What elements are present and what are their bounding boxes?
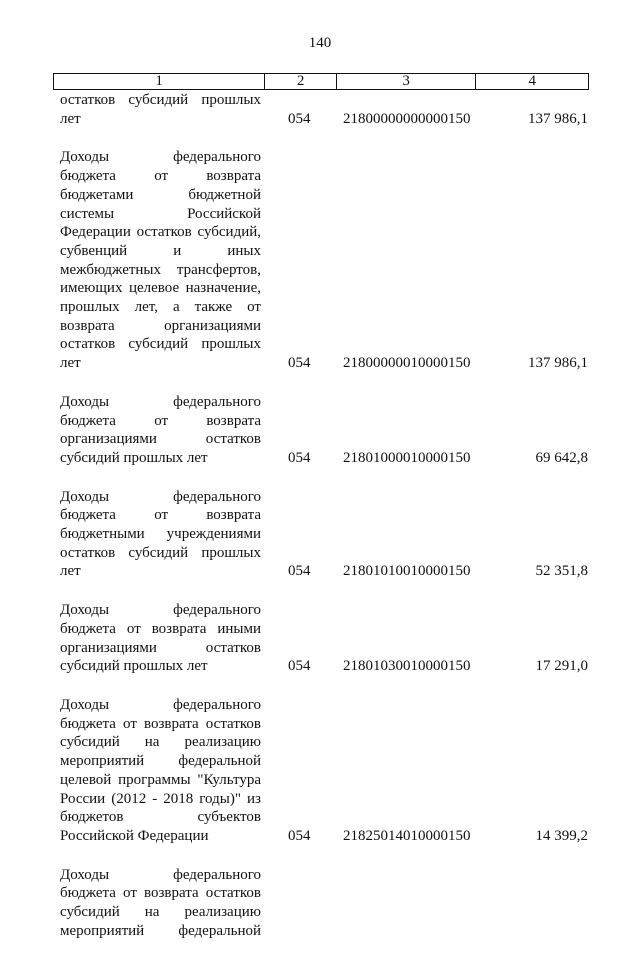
description-line: субсидий прошлых лет [60, 658, 208, 675]
chapter-code: 054 [288, 449, 311, 466]
budget-classification-code: 21801000010000150 [343, 449, 471, 466]
description-line: имеющих целевое назначение, [60, 280, 261, 297]
description-line: бюджета от возврата [60, 168, 261, 185]
table-body [0, 90, 640, 960]
table-column-header-row [53, 73, 589, 90]
budget-classification-code: 21825014010000150 [343, 827, 471, 844]
description-line: мероприятий федеральной [60, 753, 261, 770]
description-line: целевой программы "Культура [60, 771, 261, 788]
description-line: бюджетами бюджетной [60, 186, 261, 203]
table-row [0, 91, 640, 128]
description-line: субсидий на реализацию [60, 734, 261, 751]
description-line: Доходы федерального [60, 696, 261, 713]
table-row [0, 696, 640, 846]
description-line: остатков субсидий прошлых [60, 336, 261, 353]
row-description [60, 601, 261, 676]
row-description [60, 696, 261, 846]
row-description [60, 148, 261, 372]
description-line: Доходы федерального [60, 602, 261, 619]
table-row [0, 601, 640, 676]
table-row [0, 866, 640, 941]
description-line: бюджета от возврата [60, 412, 261, 429]
description-line: мероприятий федеральной [60, 922, 261, 939]
description-line: организациями остатков [60, 639, 261, 656]
description-line: России (2012 - 2018 годы)" из [60, 790, 261, 807]
column-header-4: 4 [475, 74, 588, 89]
description-line: возврата организациями [60, 317, 261, 334]
description-line: Федерации остатков субсидий, [60, 224, 261, 241]
description-line: системы Российской [60, 205, 261, 222]
description-line: бюджета от возврата остатков [60, 885, 261, 902]
description-line: бюджета от возврата [60, 507, 261, 524]
chapter-code: 054 [288, 110, 311, 127]
description-line: лет [60, 563, 81, 580]
column-header-1: 1 [155, 73, 163, 89]
description-line: организациями остатков [60, 431, 261, 448]
budget-classification-code: 21801030010000150 [343, 658, 471, 675]
column-header-3: 3 [336, 74, 475, 89]
description-line: Доходы федерального [60, 393, 261, 410]
chapter-code: 054 [288, 355, 311, 372]
budget-classification-code: 21801010010000150 [343, 563, 471, 580]
description-line: бюджета от возврата остатков [60, 715, 261, 732]
column-header-2: 2 [264, 74, 336, 89]
table-row [0, 393, 640, 468]
row-description [60, 866, 261, 941]
description-line: Доходы федерального [60, 488, 261, 505]
description-line: субсидий прошлых лет [60, 449, 208, 466]
budget-classification-code: 21800000000000150 [343, 110, 471, 127]
chapter-code: 054 [288, 658, 311, 675]
description-line: бюджетными учреждениями [60, 526, 261, 543]
description-line: Доходы федерального [60, 149, 261, 166]
chapter-code: 054 [288, 563, 311, 580]
description-line: субвенций и иных [60, 242, 261, 259]
description-line: прошлых лет, а также от [60, 299, 261, 316]
amount-value: 69 642,8 [535, 449, 588, 466]
description-line: субсидий на реализацию [60, 904, 261, 921]
description-line: Российской Федерации [60, 827, 209, 844]
amount-value: 137 986,1 [528, 355, 588, 372]
description-line: Доходы федерального [60, 866, 261, 883]
amount-value: 17 291,0 [535, 658, 588, 675]
description-line: лет [60, 110, 81, 127]
description-line: лет [60, 355, 81, 372]
description-line: бюджета от возврата иными [60, 620, 261, 637]
budget-classification-code: 21800000010000150 [343, 355, 471, 372]
description-line: остатков субсидий прошлых [60, 92, 261, 108]
description-line: остатков субсидий прошлых [60, 544, 261, 561]
page-number: 140 [308, 35, 332, 51]
row-description [60, 393, 261, 468]
table-row [0, 148, 640, 372]
amount-value: 52 351,8 [535, 563, 588, 580]
description-line: бюджетов субъектов [60, 809, 261, 826]
row-description [60, 488, 261, 582]
description-line: межбюджетных трансфертов, [60, 261, 261, 278]
amount-value: 14 399,2 [535, 827, 588, 844]
chapter-code: 054 [288, 827, 311, 844]
table-row [0, 488, 640, 582]
amount-value: 137 986,1 [528, 110, 588, 127]
row-description [60, 91, 261, 128]
